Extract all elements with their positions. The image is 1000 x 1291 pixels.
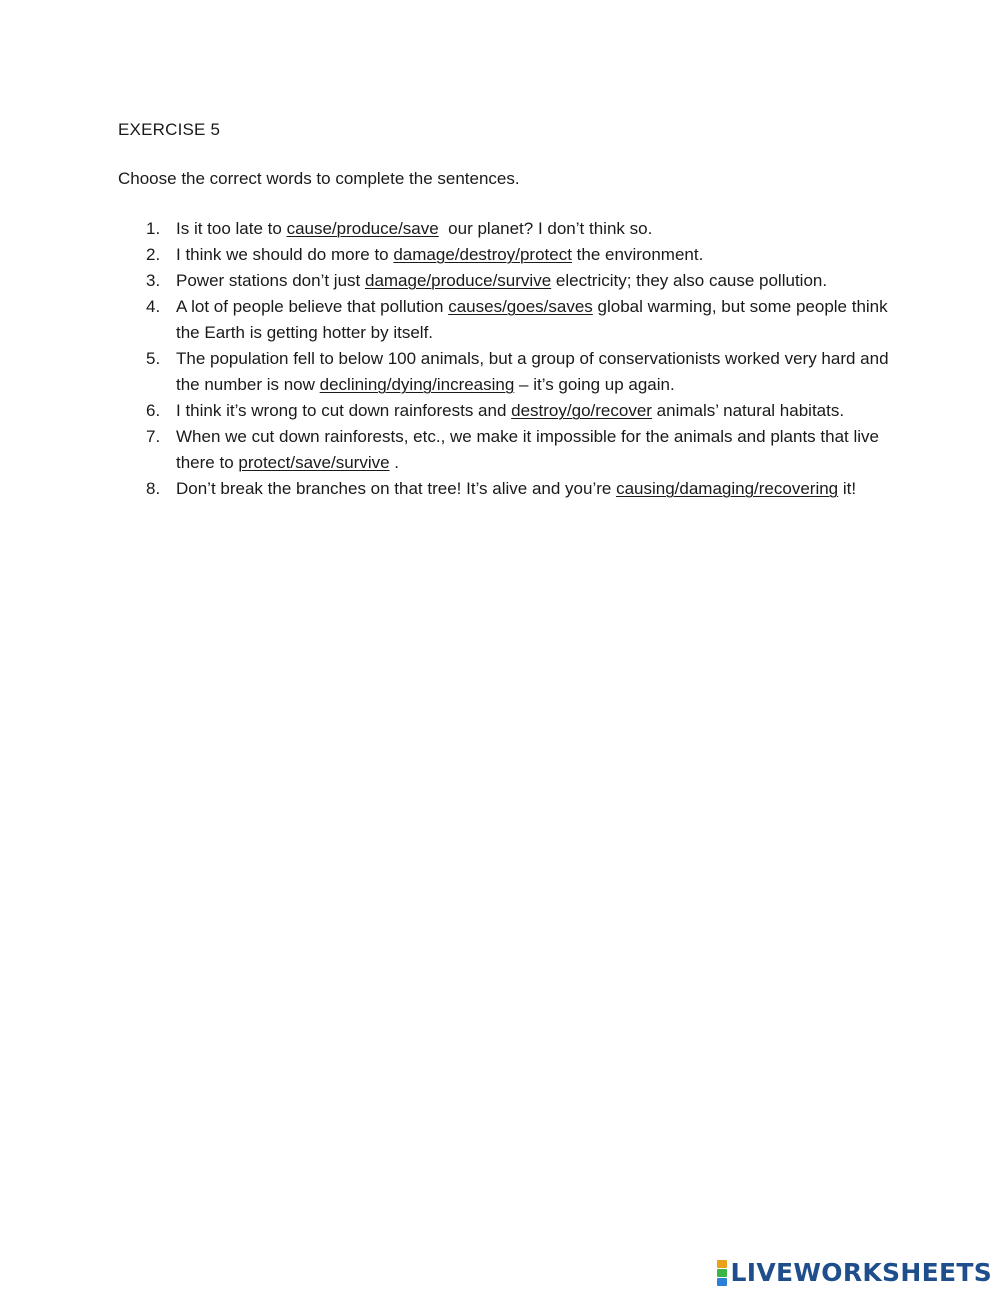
question-number: 3. [146, 271, 161, 290]
question-item [0, 242, 1000, 268]
logo-mark-block [717, 1260, 727, 1268]
question-text-before: The population fell to below 100 animals, but a group of conservationists worked very hard and the number is now [176, 349, 889, 394]
question-item [0, 216, 1000, 242]
question-text-after: the environment. [571, 245, 704, 264]
answer-choices[interactable]: declining/dying/increasing [319, 375, 515, 394]
question-text-after: our planet? I don’t think so. [438, 219, 653, 238]
question-number: 5. [146, 349, 161, 368]
question-text-before: I think we should do more to [176, 245, 394, 264]
question-number: 1. [146, 219, 161, 238]
question-number: 6. [146, 401, 161, 420]
answer-choices[interactable]: causing/damaging/recovering [616, 479, 839, 498]
logo-text: LIVEWORKSHEETS [730, 1258, 992, 1287]
question-number: 8. [146, 479, 161, 498]
question-text-before: A lot of people believe that pollution [176, 297, 449, 316]
question-number: 2. [146, 245, 161, 264]
answer-choices[interactable]: destroy/go/recover [511, 401, 652, 420]
answer-choices[interactable]: protect/save/survive [238, 453, 390, 472]
question-item [0, 294, 1000, 346]
answer-choices[interactable]: damage/destroy/protect [393, 245, 572, 264]
question-text-after: electricity; they also cause pollution. [551, 271, 828, 290]
question-item [0, 424, 1000, 476]
question-text-after: . [389, 453, 400, 472]
exercise-title: EXERCISE 5 [118, 120, 221, 139]
question-text-before: Don’t break the branches on that tree! It’s alive and you’re [176, 479, 617, 498]
answer-choices[interactable]: causes/goes/saves [448, 297, 593, 316]
question-number: 4. [146, 297, 161, 316]
question-text-after: global warming, but some people think the Earth is getting hotter by itself. [176, 297, 888, 342]
question-text-after: it! [838, 479, 857, 498]
question-text-before: Power stations don’t just [176, 271, 365, 290]
answer-choices[interactable]: cause/produce/save [286, 219, 439, 238]
question-text-before: Is it too late to [176, 219, 287, 238]
question-text-after: – it’s going up again. [514, 375, 675, 394]
question-number: 7. [146, 427, 161, 446]
logo-mark-block [717, 1269, 727, 1277]
question-list [0, 216, 1000, 502]
logo-mark-block [717, 1278, 727, 1286]
logo-mark-icon [717, 1260, 727, 1286]
exercise-instruction: Choose the correct words to complete the sentences. [118, 169, 520, 188]
question-item [0, 476, 1000, 502]
liveworksheets-logo[interactable] [717, 1258, 992, 1287]
question-item [0, 346, 1000, 398]
answer-choices[interactable]: damage/produce/survive [364, 271, 552, 290]
question-text-before: I think it’s wrong to cut down rainforests and [176, 401, 512, 420]
question-item [0, 398, 1000, 424]
question-item [0, 268, 1000, 294]
question-text-after: animals’ natural habitats. [651, 401, 845, 420]
question-text-before: When we cut down rainforests, etc., we make it impossible for the animals and plants that live there to [176, 427, 879, 472]
